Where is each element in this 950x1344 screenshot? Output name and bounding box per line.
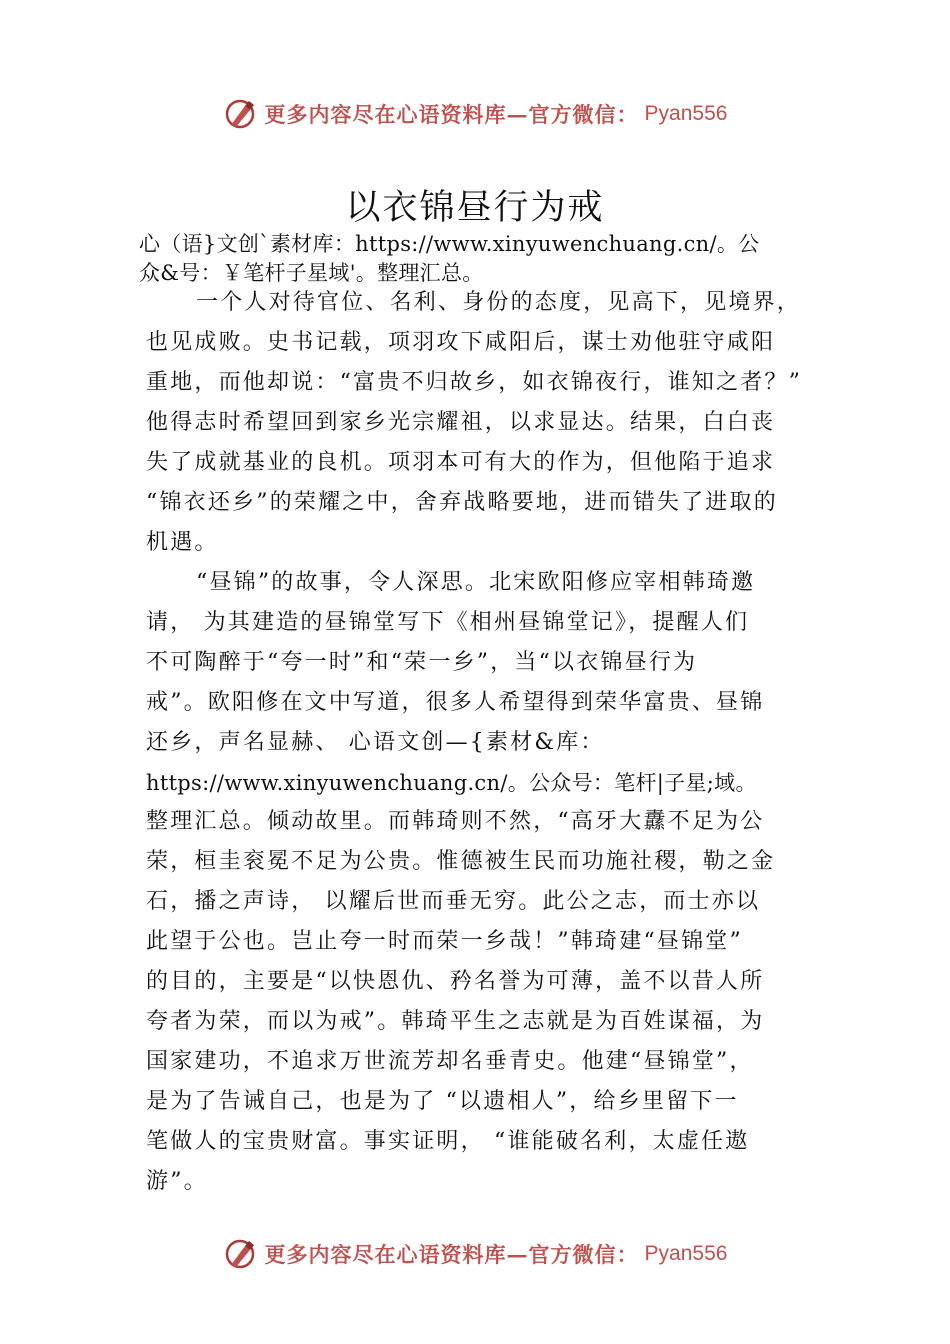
- body-line: 整理汇总。倾动故里。而韩琦则不然，“高牙大纛不足为公: [146, 809, 765, 834]
- body-line: 游”。: [146, 1169, 208, 1194]
- body-line: 一个人对待官位、名利、身份的态度，见高下，见境界，: [196, 290, 802, 315]
- body-line: 重地，而他却说：“富贵不归故乡，如衣锦夜行，谁知之者？”: [146, 370, 803, 395]
- banner-text: 更多内容尽在心语资料库—官方微信：: [264, 102, 639, 127]
- body-line: 石，播之声诗， 以耀后世而垂无穷。此公之志，而士亦以: [146, 889, 761, 914]
- body-line: 机遇。: [146, 530, 219, 555]
- body-line: “昼锦”的故事，令人深思。北宋欧阳修应宰相韩琦邀: [196, 570, 756, 595]
- body-line: 此望于公也。岂止夸一时而荣一乡哉！”韩琦建“昼锦堂”: [146, 929, 743, 954]
- body-line: “锦衣还乡”的荣耀之中，舍弃战略要地，进而错失了进取的: [146, 490, 778, 515]
- body-line: 国家建功，不追求万世流芳却名垂青史。他建“昼锦堂”，: [146, 1049, 754, 1074]
- source-line: 众&号：￥笔杆子星域'。整理汇总。: [139, 261, 484, 285]
- body-line: 戒”。欧阳修在文中写道，很多人希望得到荣华富贵、昼锦: [146, 690, 765, 715]
- body-line: 夸者为荣，而以为戒”。韩琦平生之志就是为百姓谋福，为: [146, 1009, 765, 1034]
- body-line: 笔做人的宝贵财富。事实证明， “谁能破名利，太虚任遨: [146, 1129, 750, 1154]
- body-line: 不可陶醉于“夸一时”和“荣一乡”，当“以衣锦昼行为: [146, 650, 698, 675]
- article-title: 以衣锦昼行为戒: [345, 188, 605, 228]
- body-line: 失了成就基业的良机。项羽本可有大的作为，但他陷于追求: [146, 450, 776, 475]
- body-line: 他得志时希望回到家乡光宗耀祖，以求显达。结果，白白丧: [146, 410, 776, 435]
- banner-text: 更多内容尽在心语资料库—官方微信：: [264, 1242, 639, 1267]
- body-line: 的目的，主要是“以快恩仇、矜名誉为可薄，盖不以昔人所: [146, 969, 765, 994]
- body-line: 也见成败。史书记载，项羽攻下咸阳后，谋士劝他驻守咸阳: [146, 330, 776, 355]
- source-line: https://www.xinyuwenchuang.cn/。公众号：笔杆|子星;域。: [146, 771, 757, 795]
- source-line: 心（语}文创`素材库：https://www.xinyuwenchuang.cn/。公: [139, 232, 760, 256]
- body-line: 还乡，声名显赫、 心语文创—{素材&库：: [146, 730, 605, 755]
- body-line: 请， 为其建造的昼锦堂写下《相州昼锦堂记》，提醒人们: [146, 610, 750, 635]
- banner-wechat-id: Pyan556: [644, 1242, 728, 1265]
- header-banner: [0, 92, 950, 136]
- pen-logo-icon: [223, 96, 259, 132]
- body-line: 荣，桓圭衮冕不足为公贵。惟德被生民而功施社稷，勒之金: [146, 849, 776, 874]
- pen-logo-icon: [223, 1236, 259, 1272]
- body-line: 是为了告诫自己，也是为了 “以遗相人”，给乡里留下一: [146, 1089, 739, 1114]
- banner-wechat-id: Pyan556: [644, 102, 728, 125]
- footer-banner: [0, 1232, 950, 1276]
